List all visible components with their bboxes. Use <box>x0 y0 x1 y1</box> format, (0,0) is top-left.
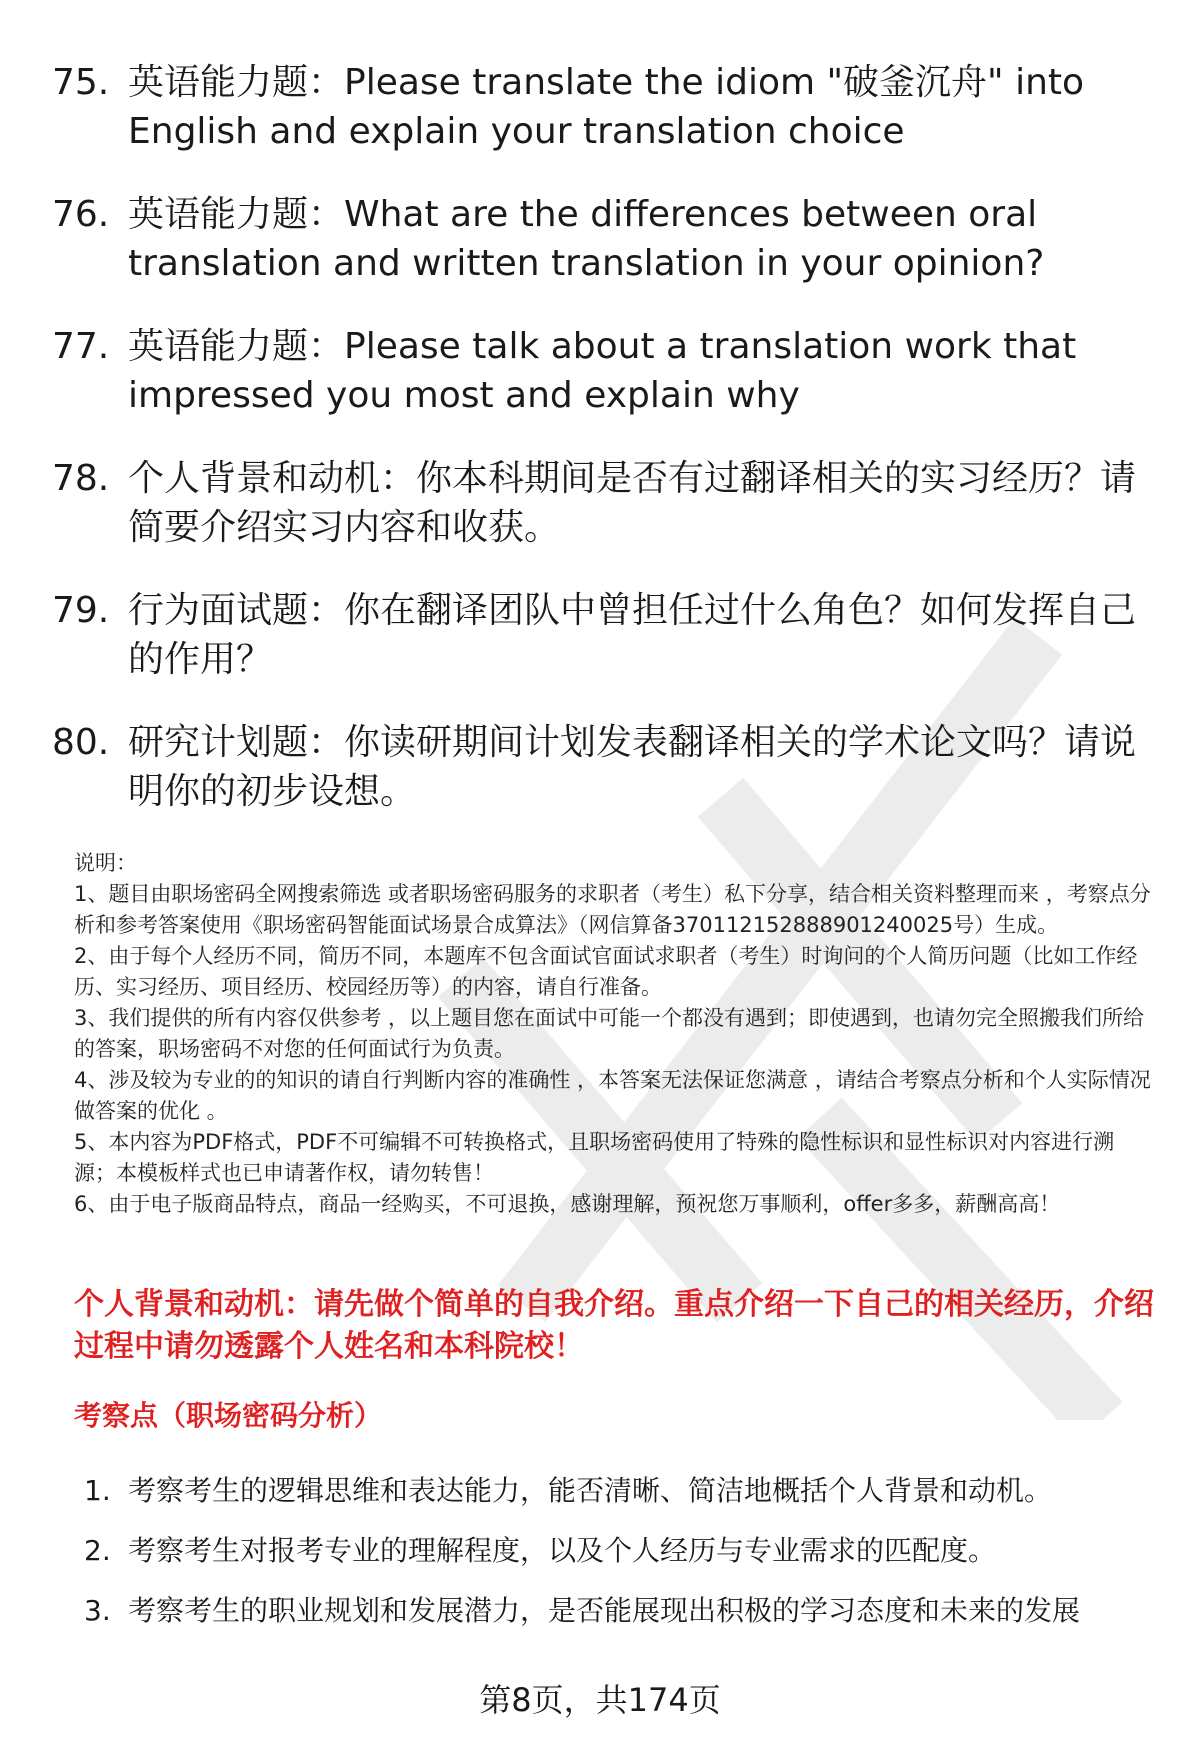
question-text: 研究计划题：你读研期间计划发表翻译相关的学术论文吗？请说明你的初步设想。 <box>128 722 1137 812</box>
question-number: 75. <box>52 62 110 103</box>
question-item <box>52 322 1152 420</box>
question-number: 80. <box>52 722 110 763</box>
note-item: 2、由于每个人经历不同，简历不同，本题库不包含面试官面试求职者（考生）时询问的个人简历问题（比如工作经历、实习经历、项目经历、校园经历等）的内容，请自行准备。 <box>74 944 1138 999</box>
question-number: 77. <box>52 326 110 367</box>
page-footer: 第8页，共174页 <box>479 1681 721 1719</box>
note-item: 5、本内容为PDF格式，PDF不可编辑不可转换格式，且职场密码使用了特殊的隐性标识和显性标识对内容进行溯源；本模板样式也已申请著作权，请勿转售！ <box>74 1130 1115 1185</box>
highlight-question: 个人背景和动机：请先做个简单的自我介绍。重点介绍一下自己的相关经历，介绍过程中请勿透露个人姓名和本科院校！ <box>74 1287 1154 1364</box>
question-item <box>52 718 1152 816</box>
note-item: 4、涉及较为专业的的知识的请自行判断内容的准确性 ，本答案无法保证您满意 ，请结合考察点分析和个人实际情况做答案的优化 。 <box>74 1068 1151 1123</box>
point-number: 2. <box>84 1534 111 1567</box>
question-item <box>52 454 1152 552</box>
note-item: 6、由于电子版商品特点，商品一经购买，不可退换，感谢理解，预祝您万事顺利，offer多多，薪酬高高！ <box>74 1192 1061 1216</box>
point-number: 1. <box>84 1474 111 1507</box>
analysis-point <box>84 1592 1154 1630</box>
question-item <box>52 190 1152 288</box>
point-text: 考察考生对报考专业的理解程度，以及个人经历与专业需求的匹配度。 <box>128 1534 997 1567</box>
analysis-section-title: 考察点（职场密码分析） <box>74 1399 383 1432</box>
analysis-points-list <box>84 1472 1154 1652</box>
question-item <box>52 586 1152 684</box>
note-item: 3、我们提供的所有内容仅供参考 ，以上题目您在面试中可能一个都没有遇到；即使遇到，也请勿完全照搬我们所给的答案，职场密码不对您的任何面试行为负责。 <box>74 1006 1145 1061</box>
notes-heading: 说明： <box>74 851 137 875</box>
question-list <box>52 58 1152 850</box>
question-number: 76. <box>52 194 110 235</box>
question-text: 英语能力题：Please talk about a translation work that impressed you most and explain why <box>128 326 1077 416</box>
question-number: 79. <box>52 590 110 631</box>
question-text: 个人背景和动机：你本科期间是否有过翻译相关的实习经历？请简要介绍实习内容和收获。 <box>128 458 1137 548</box>
question-item <box>52 58 1152 156</box>
question-text: 英语能力题：What are the differences between oral translation and written translation in your opinion? <box>128 194 1045 284</box>
note-item: 1、题目由职场密码全网搜索筛选 或者职场密码服务的求职者（考生）私下分享，结合相关资料整理而来 ，考察点分析和参考答案使用《职场密码智能面试场景合成算法》（网信算备370112152888901240025号）生成。 <box>74 882 1151 937</box>
question-text: 行为面试题：你在翻译团队中曾担任过什么角色？如何发挥自己的作用？ <box>128 590 1137 680</box>
point-number: 3. <box>84 1594 111 1627</box>
analysis-point <box>84 1532 1154 1570</box>
question-number: 78. <box>52 458 110 499</box>
question-text: 英语能力题：Please translate the idiom "破釜沉舟" into English and explain your translation choice <box>128 62 1085 152</box>
point-text: 考察考生的逻辑思维和表达能力，能否清晰、简洁地概括个人背景和动机。 <box>128 1474 1053 1507</box>
point-text: 考察考生的职业规划和发展潜力，是否能展现出积极的学习态度和未来的发展 <box>128 1594 1081 1627</box>
disclaimer-notes <box>74 848 1156 1220</box>
analysis-point <box>84 1472 1154 1510</box>
